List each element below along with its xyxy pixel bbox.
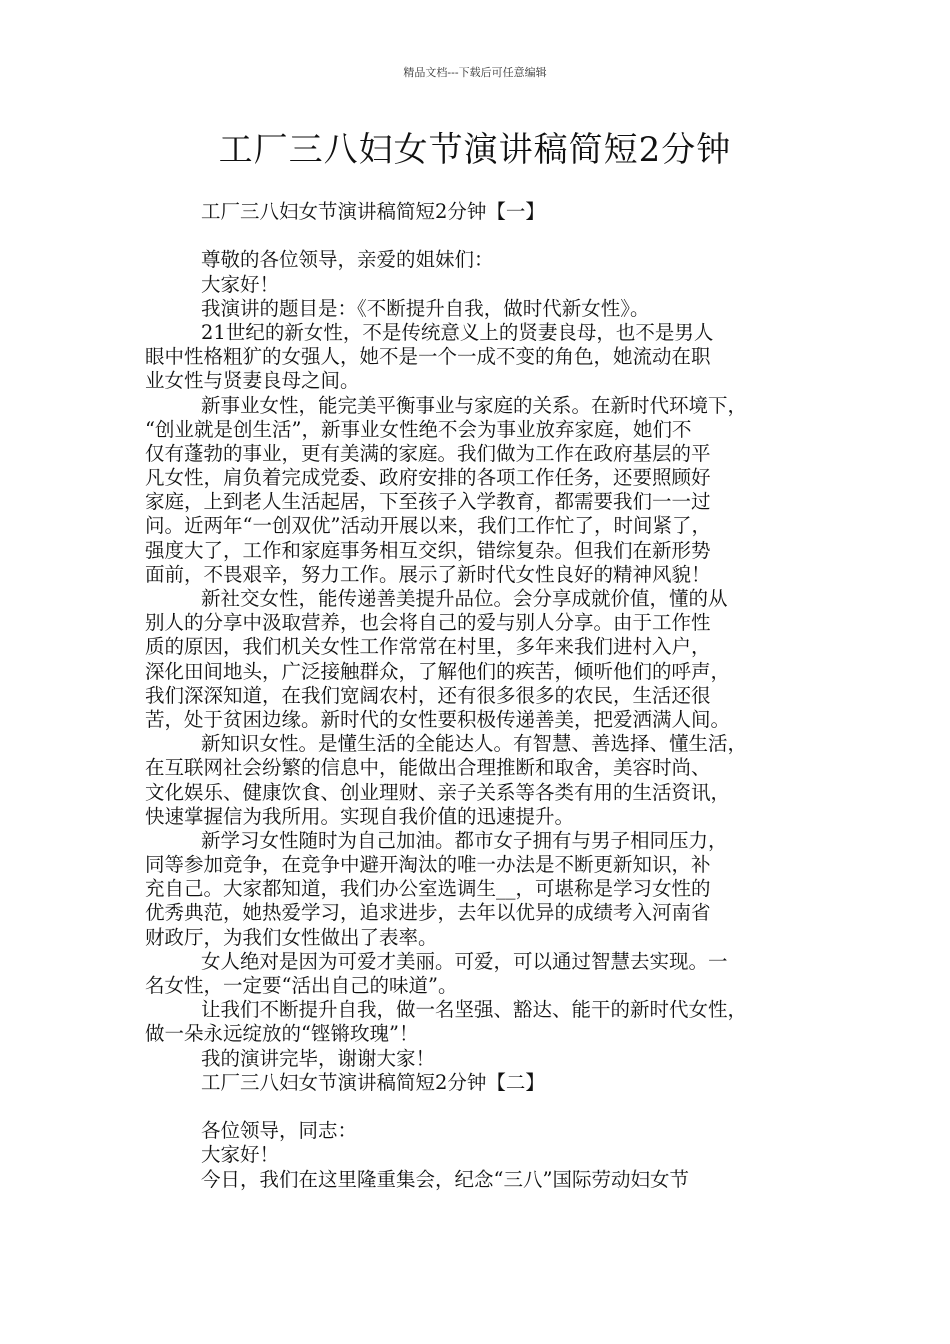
paragraph-line: 文化娱乐、健康饮食、创业理财、亲子关系等各类有用的生活资讯， <box>145 780 731 804</box>
paragraph-line: 新社交女性，能传递善美提升品位。会分享成就价值，懂的从 <box>201 587 728 610</box>
section-heading: 工厂三八妇女节演讲稿简短2分钟【一】 <box>201 200 545 223</box>
paragraph-line: 财政厅，为我们女性做出了表率。 <box>145 925 438 949</box>
paragraph-line: 凡女性，肩负着完成党委、政府安排的各项工作任务，还要照顾好 <box>145 466 711 490</box>
paragraph-line: 快速掌握信为我所用。实现自我价值的迅速提升。 <box>145 804 575 828</box>
paragraph-line: 同等参加竞争，在竞争中避开淘汰的唯一办法是不断更新知识，补 <box>145 853 711 877</box>
paragraph-line: 深化田间地头，广泛接触群众，了解他们的疾苦，倾听他们的呼声， <box>145 659 731 683</box>
paragraph-line: 新学习女性随时为自己加油。都市女子拥有与男子相同压力， <box>201 828 728 852</box>
paragraph-line: 我们深深知道，在我们宽阔农村，还有很多很多的农民，生活还很 <box>145 683 711 707</box>
paragraph-line: 充自己。大家都知道，我们办公室选调生__，可堪称是学习女性的 <box>145 877 711 901</box>
paragraph-line: 让我们不断提升自我，做一名坚强、豁达、能干的新时代女性， <box>201 998 748 1022</box>
paragraph-line: 大家好！ <box>201 1143 280 1167</box>
paragraph-line: 名女性，一定要“活出自己的味道”。 <box>145 974 458 997</box>
paragraph-line: 苦，处于贫困边缘。新时代的女性要积极传递善美，把爱洒满人间。 <box>145 707 731 731</box>
paragraph-line: 我的演讲完毕，谢谢大家！ <box>201 1046 436 1070</box>
document-title: 工厂三八妇女节演讲稿简短2分钟 <box>218 130 732 170</box>
blank-line <box>145 1095 817 1119</box>
paragraph-line: 强度大了，工作和家庭事务相互交织，错综复杂。但我们在新形势 <box>145 538 711 562</box>
paragraph-line: 新事业女性，能完美平衡事业与家庭的关系。在新时代环境下， <box>201 393 748 417</box>
blank-line <box>145 224 817 248</box>
paragraph-line: 新知识女性。是懂生活的全能达人。有智慧、善选择、懂生活， <box>201 732 748 756</box>
paragraph-line: 别人的分享中汲取营养，也会将自己的爱与别人分享。由于工作性 <box>145 611 711 635</box>
paragraph-line: 眼中性格粗犷的女强人，她不是一个一成不变的角色，她流动在职 <box>145 345 711 369</box>
paragraph-line: 工厂三八妇女节演讲稿简短2分钟【二】 <box>201 1070 545 1094</box>
paragraph-line: 做一朵永远绽放的“铿锵玫瑰”！ <box>145 1022 419 1046</box>
paragraph-line: 优秀典范，她热爱学习，追求进步，去年以优异的成绩考入河南省 <box>145 901 711 925</box>
paragraph-line: 业女性与贤妻良母之间。 <box>145 369 360 393</box>
paragraph-line: 问。近两年“一创双优”活动开展以来，我们工作忙了，时间紧了， <box>145 514 711 538</box>
paragraph-line: 今日，我们在这里隆重集会，纪念“三八”国际劳动妇女节 <box>201 1167 689 1191</box>
paragraph-line: 在互联网社会纷繁的信息中，能做出合理推断和取舍，美容时尚、 <box>145 756 711 780</box>
document-body <box>145 200 817 1192</box>
paragraph-line: “创业就是创生活”，新事业女性绝不会为事业放弃家庭，她们不 <box>145 417 692 441</box>
paragraph-line: 仅有蓬勃的事业，更有美满的家庭。我们做为工作在政府基层的平 <box>145 441 711 465</box>
paragraph-line: 各位领导，同志： <box>201 1119 358 1143</box>
paragraph-line: 大家好！ <box>201 272 280 296</box>
page-header: 精品文档---下载后可任意编辑 <box>403 66 547 79</box>
paragraph-line: 21世纪的新女性，不是传统意义上的贤妻良母，也不是男人 <box>201 320 714 344</box>
paragraph-line: 我演讲的题目是：《不断提升自我，做时代新女性》。 <box>201 296 650 320</box>
paragraph-line: 质的原因，我们机关女性工作常常在村里，多年来我们进村入户， <box>145 635 711 659</box>
paragraph-line: 面前，不畏艰辛，努力工作。展示了新时代女性良好的精神风貌！ <box>145 562 711 586</box>
paragraph-line: 女人绝对是因为可爱才美丽。可爱，可以通过智慧去实现。一 <box>201 949 728 973</box>
paragraph-line: 家庭，上到老人生活起居，下至孩子入学教育，都需要我们一一过 <box>145 490 711 514</box>
paragraph-line: 尊敬的各位领导，亲爱的姐妹们： <box>201 248 494 272</box>
